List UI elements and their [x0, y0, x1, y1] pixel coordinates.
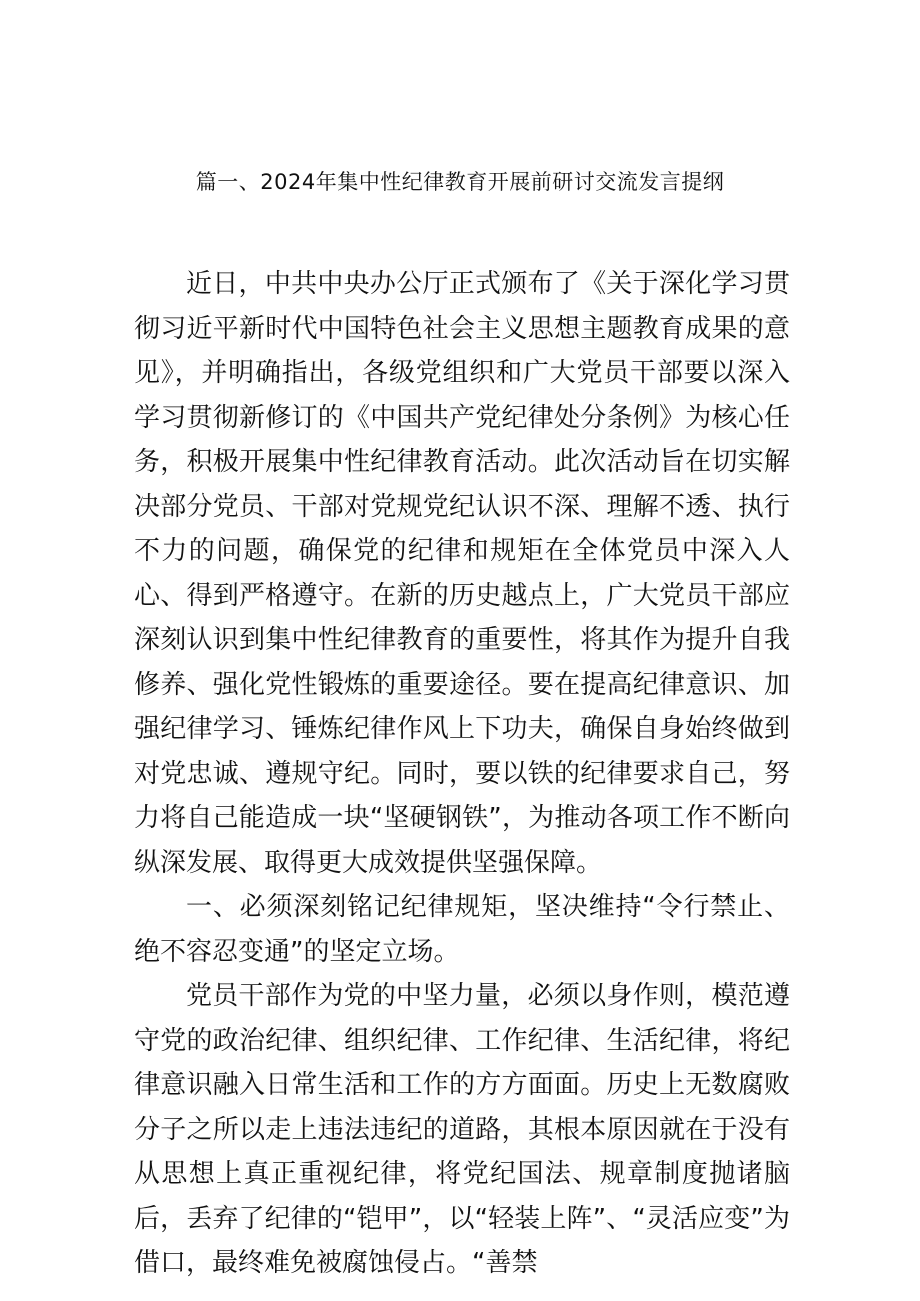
document-title: 篇一、2024年集中性纪律教育开展前研讨交流发言提纲: [195, 170, 725, 194]
paragraph-section-heading-1: 一、必须深刻铭记纪律规矩，坚决维持“令行禁止、绝不容忍变通”的坚定立场。: [134, 892, 790, 967]
paragraph-intro: 近日，中共中央办公厅正式颁布了《关于深化学习贯彻习近平新时代中国特色社会主义思想主题教育成果的意见》，并明确指出，各级党组织和广大党员干部要以深入学习贯彻新修订的《中国共产党纪律处分条例》为核心任务，积极开展集中性纪律教育活动。此次活动旨在切实解决部分党员、干部对党规党纪认识不深、理解不透、执行不力的问题，确保党的纪律和规矩在全体党员中深入人心、得到严格遵守。在新的历史越点上，广大党员干部应深刻认识到集中性纪律教育的重要性，将其作为提升自我修养、强化党性锻炼的重要途径。要在提高纪律意识、加强纪律学习、锤炼纪律作风上下功夫，确保自身始终做到对党忠诚、遵规守纪。同时，要以铁的纪律要求自己，努力将自己能造成一块“坚硬钢铁”，为推动各项工作不断向纵深发展、取得更大成效提供坚强保障。: [134, 269, 790, 878]
paragraph-section-1-body: 党员干部作为党的中坚力量，必须以身作则，模范遵守党的政治纪律、组织纪律、工作纪律、生活纪律，将纪律意识融入日常生活和工作的方方面面。历史上无数腐败分子之所以走上违法违纪的道路，其根本原因就在于没有从思想上真正重视纪律，将党纪国法、规章制度抛诸脑后，丢弃了纪律的“铠甲”，以“轻装上阵”、“灵活应变”为借口，最终难免被腐蚀侵占。“善禁: [134, 981, 790, 1278]
document-body: [134, 262, 790, 1286]
